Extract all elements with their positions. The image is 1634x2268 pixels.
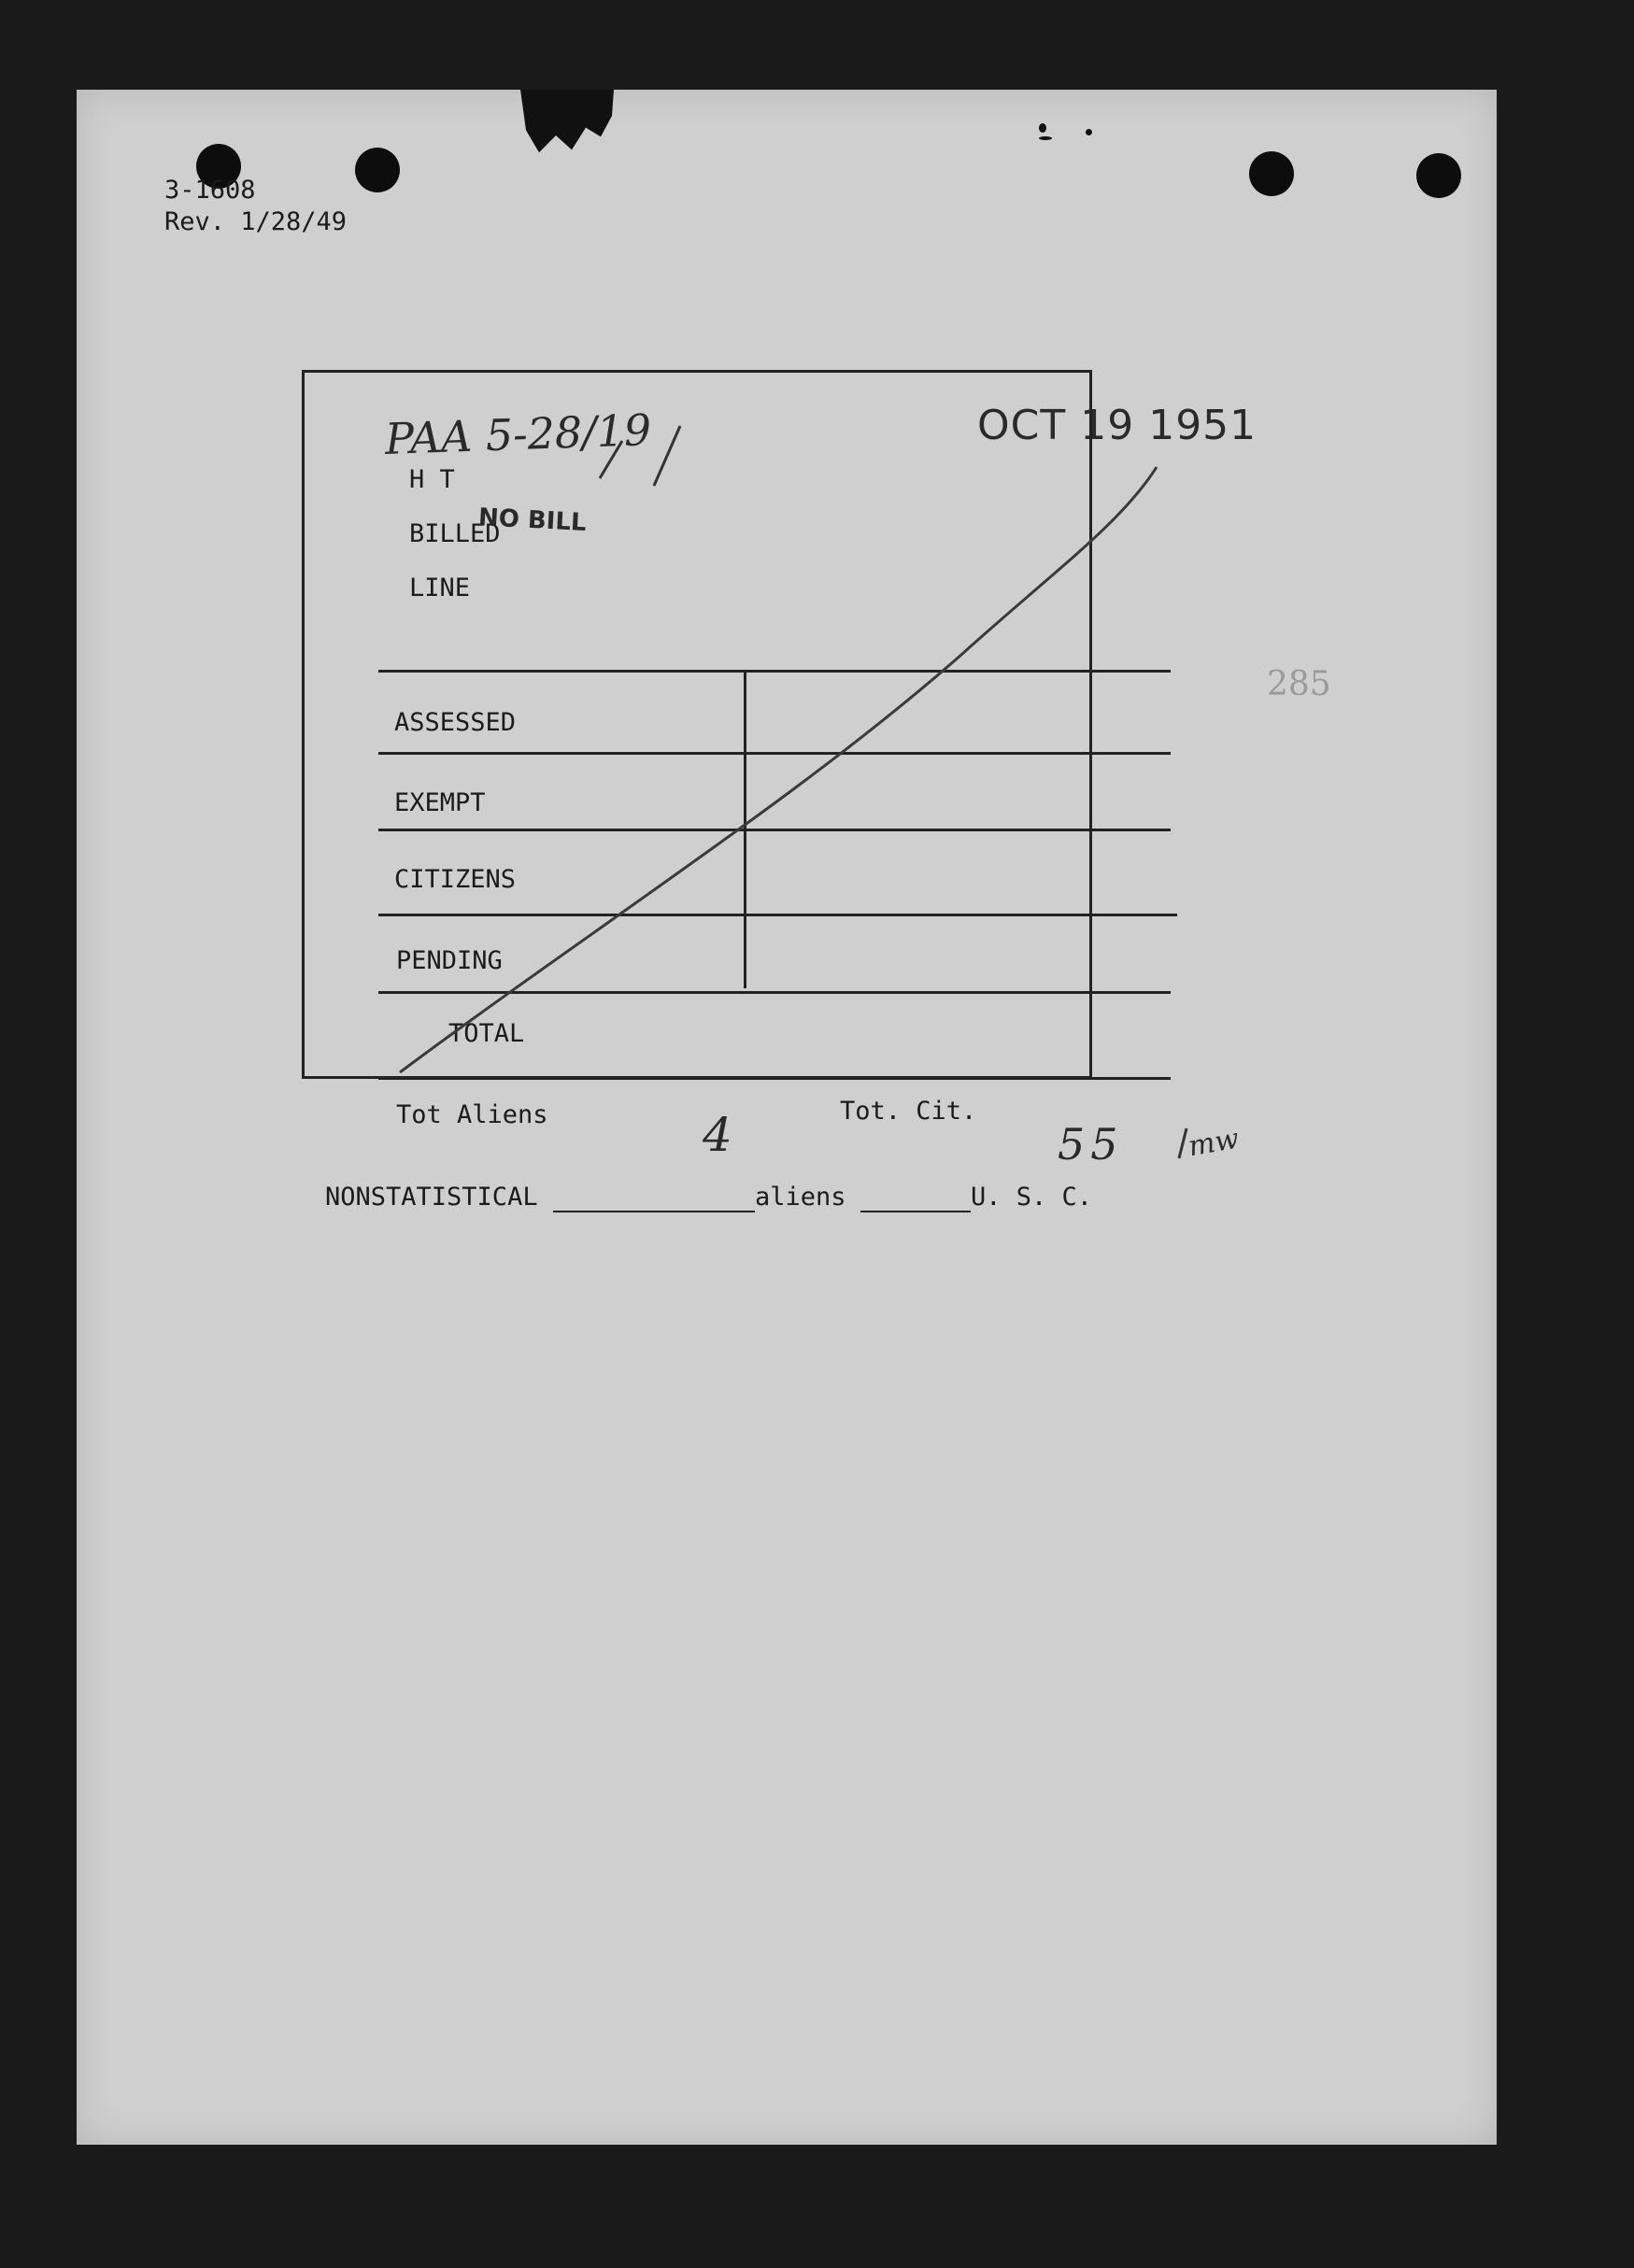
- aliens-label: aliens: [755, 1183, 846, 1212]
- nonstatistical-label: NONSTATISTICAL: [325, 1183, 538, 1212]
- header-line-billed: BILLED: [409, 519, 501, 548]
- usc-label: U. S. C.: [971, 1183, 1093, 1212]
- tot-aliens-label: Tot Aliens: [396, 1100, 548, 1129]
- handwritten-carrier-date: PAA 5-28/19: [384, 404, 653, 464]
- handwritten-tot-aliens: 4: [703, 1108, 732, 1162]
- total-label: TOTAL: [448, 1019, 525, 1048]
- header-line-line: LINE: [409, 574, 471, 602]
- row-label-exempt: EXEMPT: [394, 788, 486, 817]
- handwritten-tot-cit: 55: [1058, 1119, 1124, 1169]
- header-line-ht: H T: [409, 465, 455, 494]
- no-bill-stamp: NO BILL: [477, 503, 588, 538]
- handwritten-initials: mw: [1186, 1122, 1242, 1164]
- row-label-pending: PENDING: [396, 946, 503, 975]
- row-label-assessed: ASSESSED: [394, 708, 517, 737]
- page-number: 285: [1267, 665, 1331, 703]
- date-stamp: OCT 19 1951: [977, 402, 1257, 449]
- row-label-citizens: CITIZENS: [394, 865, 517, 894]
- tot-cit-label: Tot. Cit.: [840, 1097, 977, 1126]
- form-revision: Rev. 1/28/49: [164, 207, 348, 236]
- form-number: 3-1608: [164, 176, 256, 205]
